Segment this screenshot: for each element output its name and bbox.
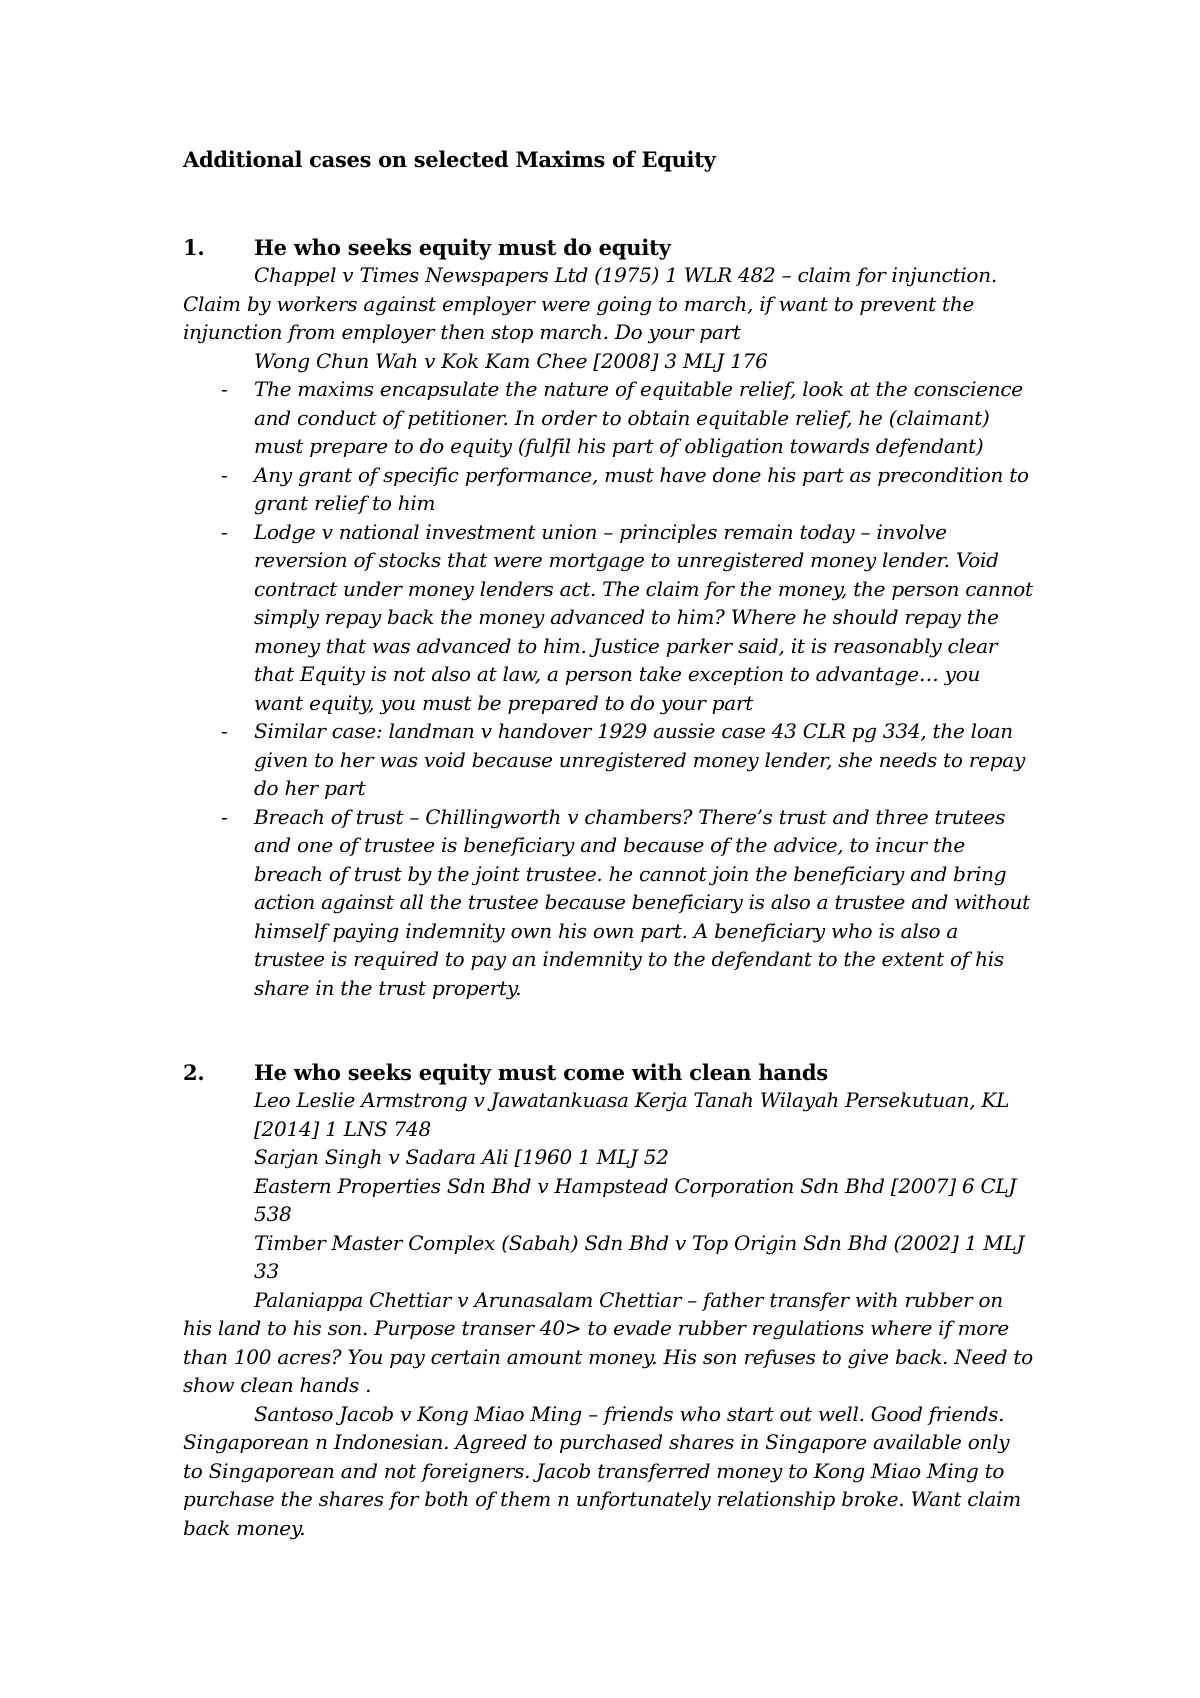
case-eastern-properties: Eastern Properties Sdn Bhd v Hampstead Corporation Sdn Bhd [2007] 6 CLJ 538 (254, 1173, 1017, 1226)
case-timber-master: Timber Master Complex (Sabah) Sdn Bhd v Top Origin Sdn Bhd (2002] 1 MLJ 33 (254, 1230, 1025, 1283)
bullet-marker: - (221, 462, 228, 487)
bullet-marker: - (221, 519, 228, 544)
list-item (183, 375, 1033, 461)
section-2-title: He who seeks equity must come with clean hands (254, 1060, 829, 1085)
section-1-bullet-list (183, 375, 1033, 1002)
case-leo-leslie-armstrong: Leo Leslie Armstrong v Jawatankuasa Kerja Tanah Wilayah Persekutuan, KL [2014] 1 LNS 748 (254, 1088, 1010, 1141)
list-item-text: Lodge v national investment union – principles remain today – involve reversion of stocks that were mortgage to unregistered money lender. Void contract under money lenders act. The claim for the money, the person cannot simply repay back the money advanced to him? Where he should repay the money that was advanced to him. Justice parker said, it is reasonably clear that Equity is not also at law, a person take exception to advantage… you want equity, you must be prepared to do your part (254, 519, 1033, 715)
document-title: Additional cases on selected Maxims of Equity (183, 147, 716, 172)
list-item-text: Any grant of specific performance, must have done his part as precondition to grant relief to him (254, 462, 1029, 515)
case-chappel: Chappel v Times Newspapers Ltd (1975) 1 WLR 482 – claim for injunction. Claim by workers against employer were going to march, if want to prevent the injunction from employer then stop march. Do your part (183, 263, 997, 344)
list-item (183, 518, 1033, 718)
section-1-body (183, 261, 1033, 1002)
list-item-text: Similar case: landman v handover 1929 aussie case 43 CLR pg 334, the loan given to her was void because unregistered money lender, she needs to repay do her part (254, 719, 1025, 800)
list-item (183, 803, 1033, 1003)
bullet-marker: - (221, 719, 228, 743)
case-sarjan-singh: Sarjan Singh v Sadara Ali [1960 1 MLJ 52 (254, 1145, 669, 1169)
case-santoso-jacob: Santoso Jacob v Kong Miao Ming – friends who start out well. Good friends. Singaporean n Indonesian. Agreed to purchased shares in Singapore available only to Singaporean and not foreigners. Jacob transferred money to Kong Miao Ming to purchase the shares for both of them n unfortunately relationship broke. Want claim back money. (183, 1401, 1021, 1540)
bullet-marker: - (221, 804, 228, 829)
section-1-title: He who seeks equity must do equity (254, 235, 671, 260)
section-2-number: 2. (183, 1060, 205, 1085)
case-wong-chun-wah: Wong Chun Wah v Kok Kam Chee [2008] 3 MLJ 176 (254, 348, 768, 373)
section-2-body (183, 1086, 1033, 1542)
bullet-marker: - (221, 377, 228, 401)
list-item-text: Breach of trust – Chillingworth v chambers? There’s trust and three trutees and one of trustee is beneficiary and because of the advice, to incur the breach of trust by the joint trustee. he cannot join the beneficiary and bring action against all the trustee because beneficiary is also a trustee and without himself paying indemnity own his own part. A beneficiary who is also a trustee is required to pay an indemnity to the defendant to the extent of his share in the trust property. (254, 804, 1030, 1000)
section-2-case-list (183, 1086, 1033, 1286)
list-item (183, 717, 1033, 803)
section-1-number: 1. (183, 235, 205, 260)
case-palaniappa-chettiar: Palaniappa Chettiar v Arunasalam Chettiar – father transfer with rubber on his land to his son. Purpose transer 40> to evade rubber regulations where if more than 100 acres? You pay certain amount money. His son refuses to give back. Need to show clean hands . (183, 1287, 1033, 1397)
list-item-text: The maxims encapsulate the nature of equitable relief, look at the conscience and conduct of petitioner. In order to obtain equitable relief, he (claimant) must prepare to do equity (fulfil his part of obligation towards defendant) (254, 377, 1023, 458)
list-item (183, 461, 1033, 518)
